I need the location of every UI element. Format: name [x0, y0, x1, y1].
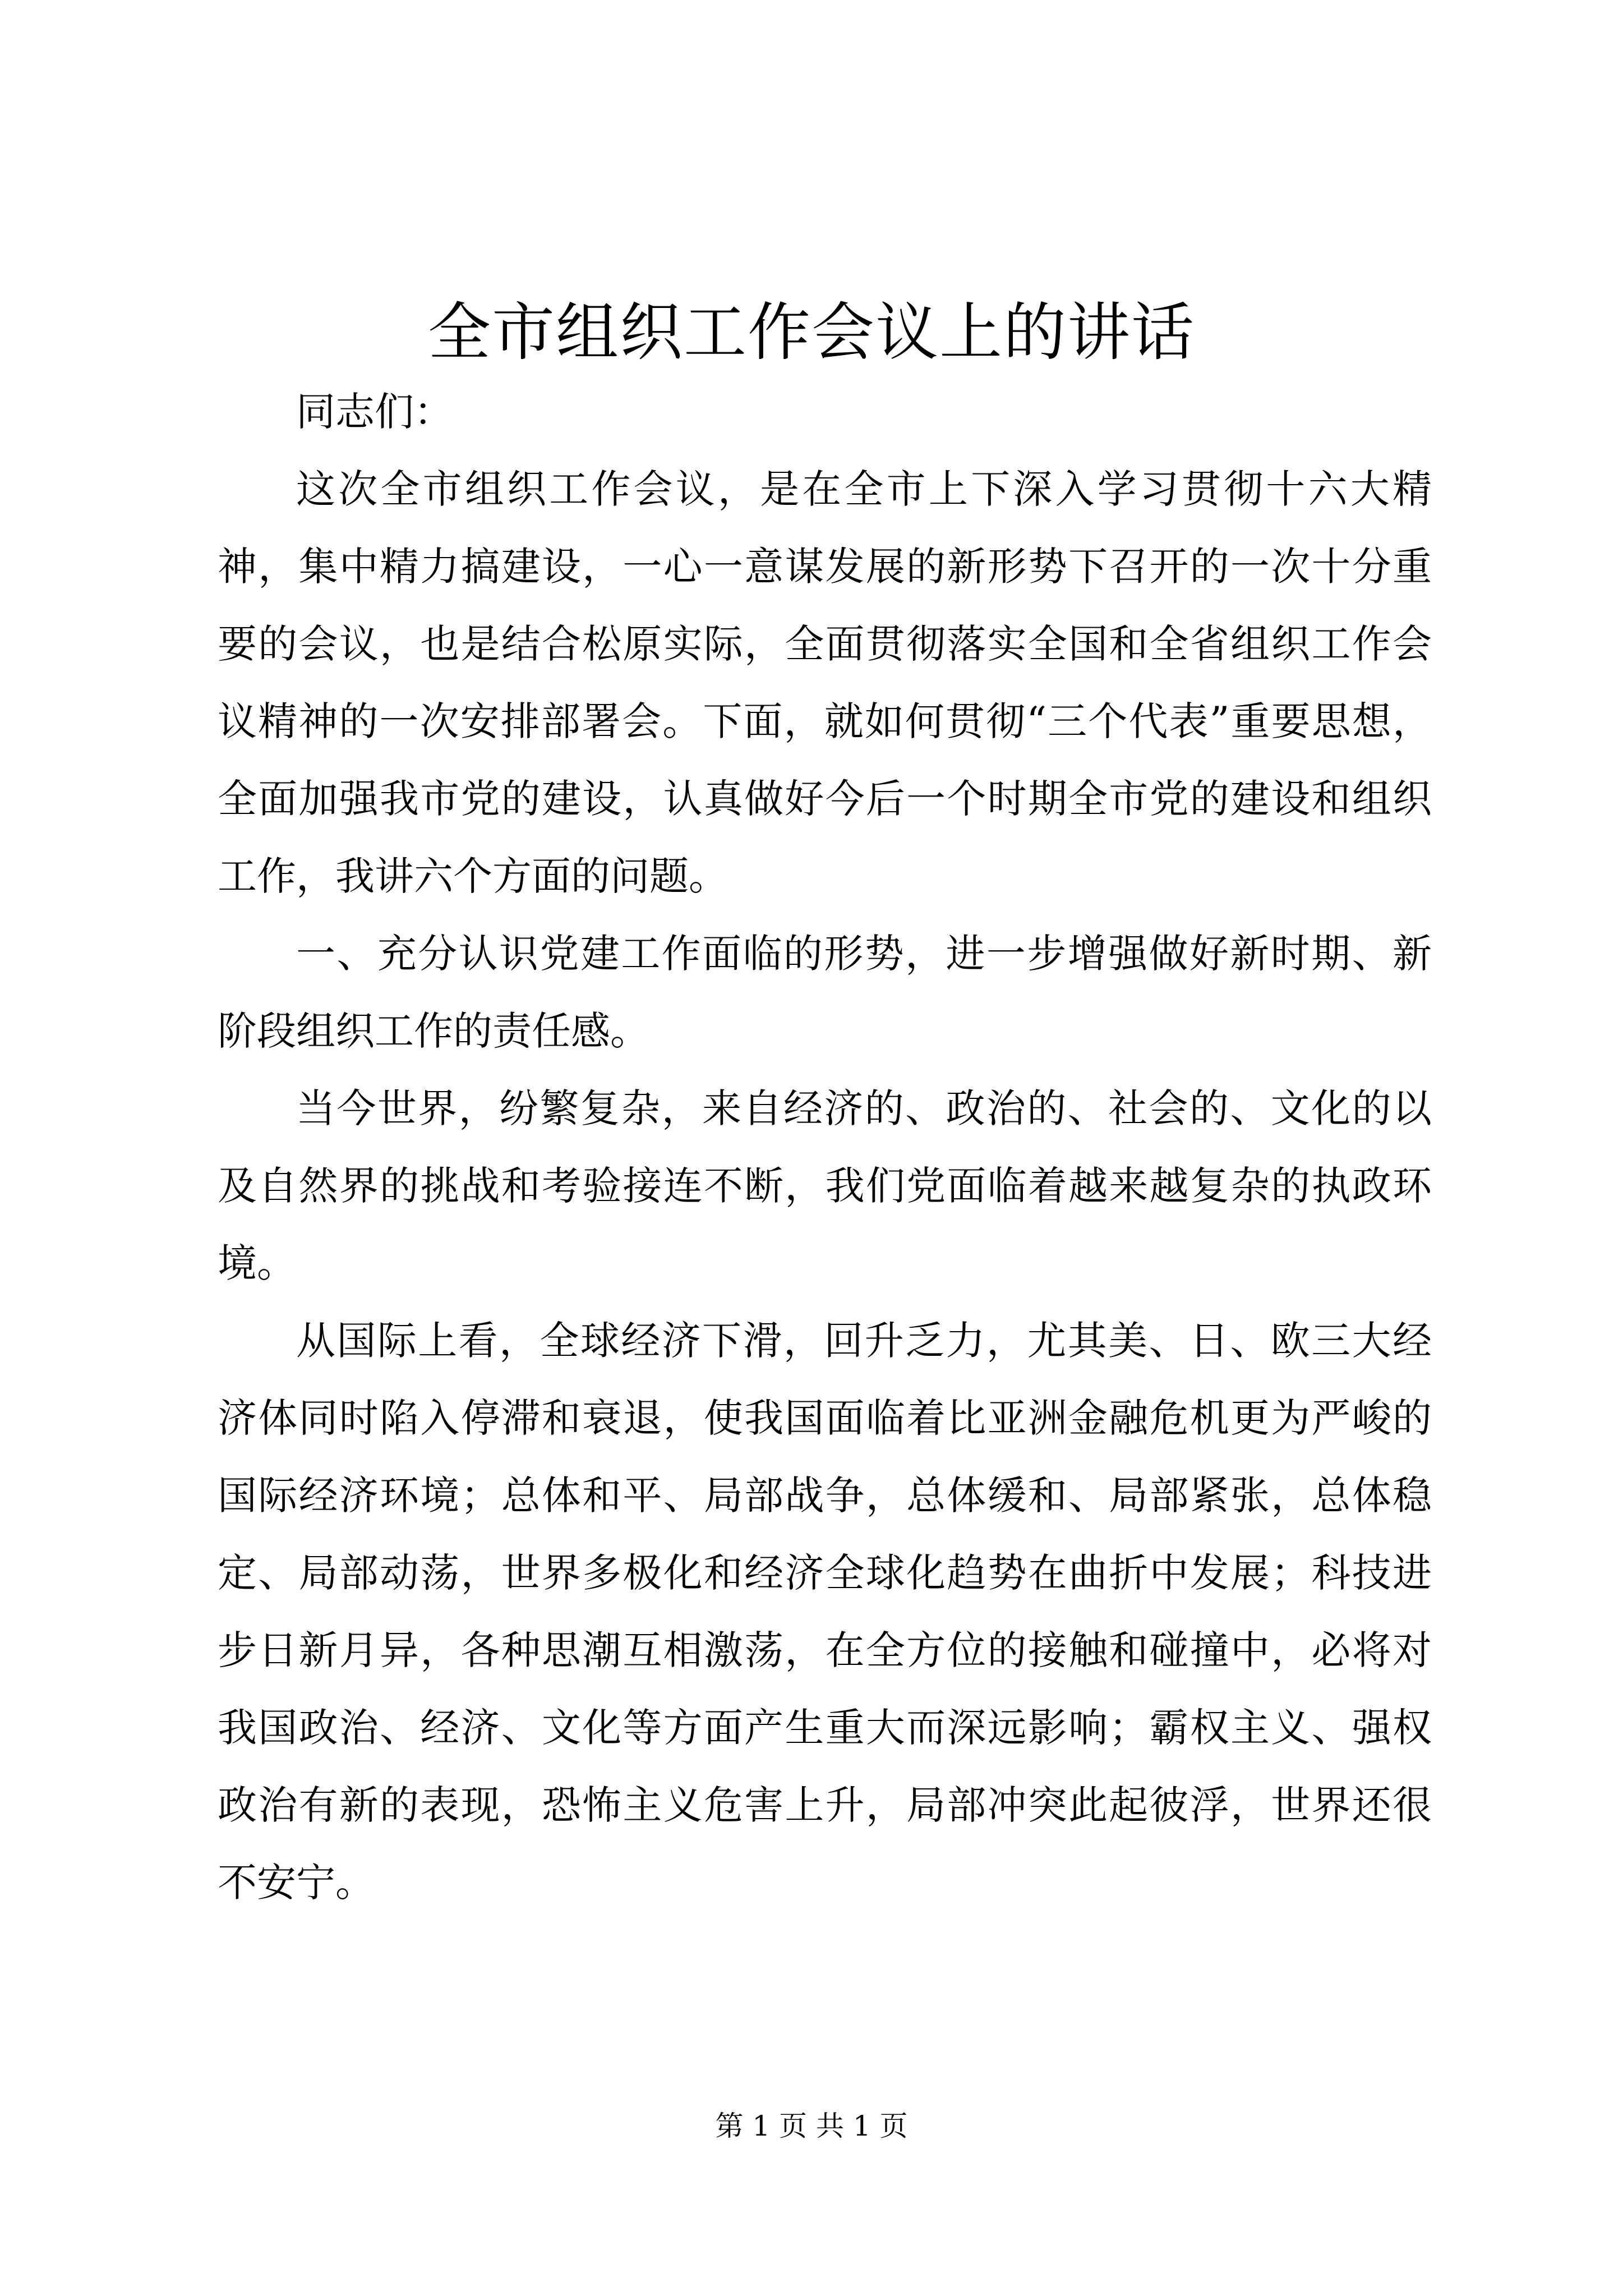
section-heading-paragraph: 一、充分认识党建工作面临的形势，进一步增强做好新时期、新阶段组织工作的责任感。	[218, 931, 1432, 1054]
body-paragraph: 当今世界，纷繁复杂，来自经济的、政治的、社会的、文化的以及自然界的挑战和考验接连不断，我们党面临着越来越复杂的执政环境。	[218, 1085, 1432, 1286]
document-body	[218, 373, 1432, 1921]
body-paragraph: 从国际上看，全球经济下滑，回升乏力，尤其美、日、欧三大经济体同时陷入停滞和衰退，使我国面临着比亚洲金融危机更为严峻的国际经济环境；总体和平、局部战争，总体缓和、局部紧张，总体稳定、局部动荡，世界多极化和经济全球化趋势在曲折中发展；科技进步日新月异，各种思潮互相激荡，在全方位的接触和碰撞中，必将对我国政治、经济、文化等方面产生重大而深远影响；霸权主义、强权政治有新的表现，恐怖主义危害上升，局部冲突此起彼浮，世界还很不安宁。	[218, 1318, 1432, 1906]
document-title: 全市组织工作会议上的讲话	[428, 296, 1195, 369]
intro-paragraph: 这次全市组织工作会议，是在全市上下深入学习贯彻十六大精神，集中精力搞建设，一心一意谋发展的新形势下召开的一次十分重要的会议，也是结合松原实际，全面贯彻落实全国和全省组织工作会议精神的一次安排部署会。下面，就如何贯彻“三个代表”重要思想，全面加强我市党的建设，认真做好今后一个时期全市党的建设和组织工作，我讲六个方面的问题。	[218, 466, 1432, 899]
page-footer: 第 1 页 共 1 页	[715, 2110, 908, 2142]
salutation-paragraph: 同志们：	[296, 389, 453, 435]
